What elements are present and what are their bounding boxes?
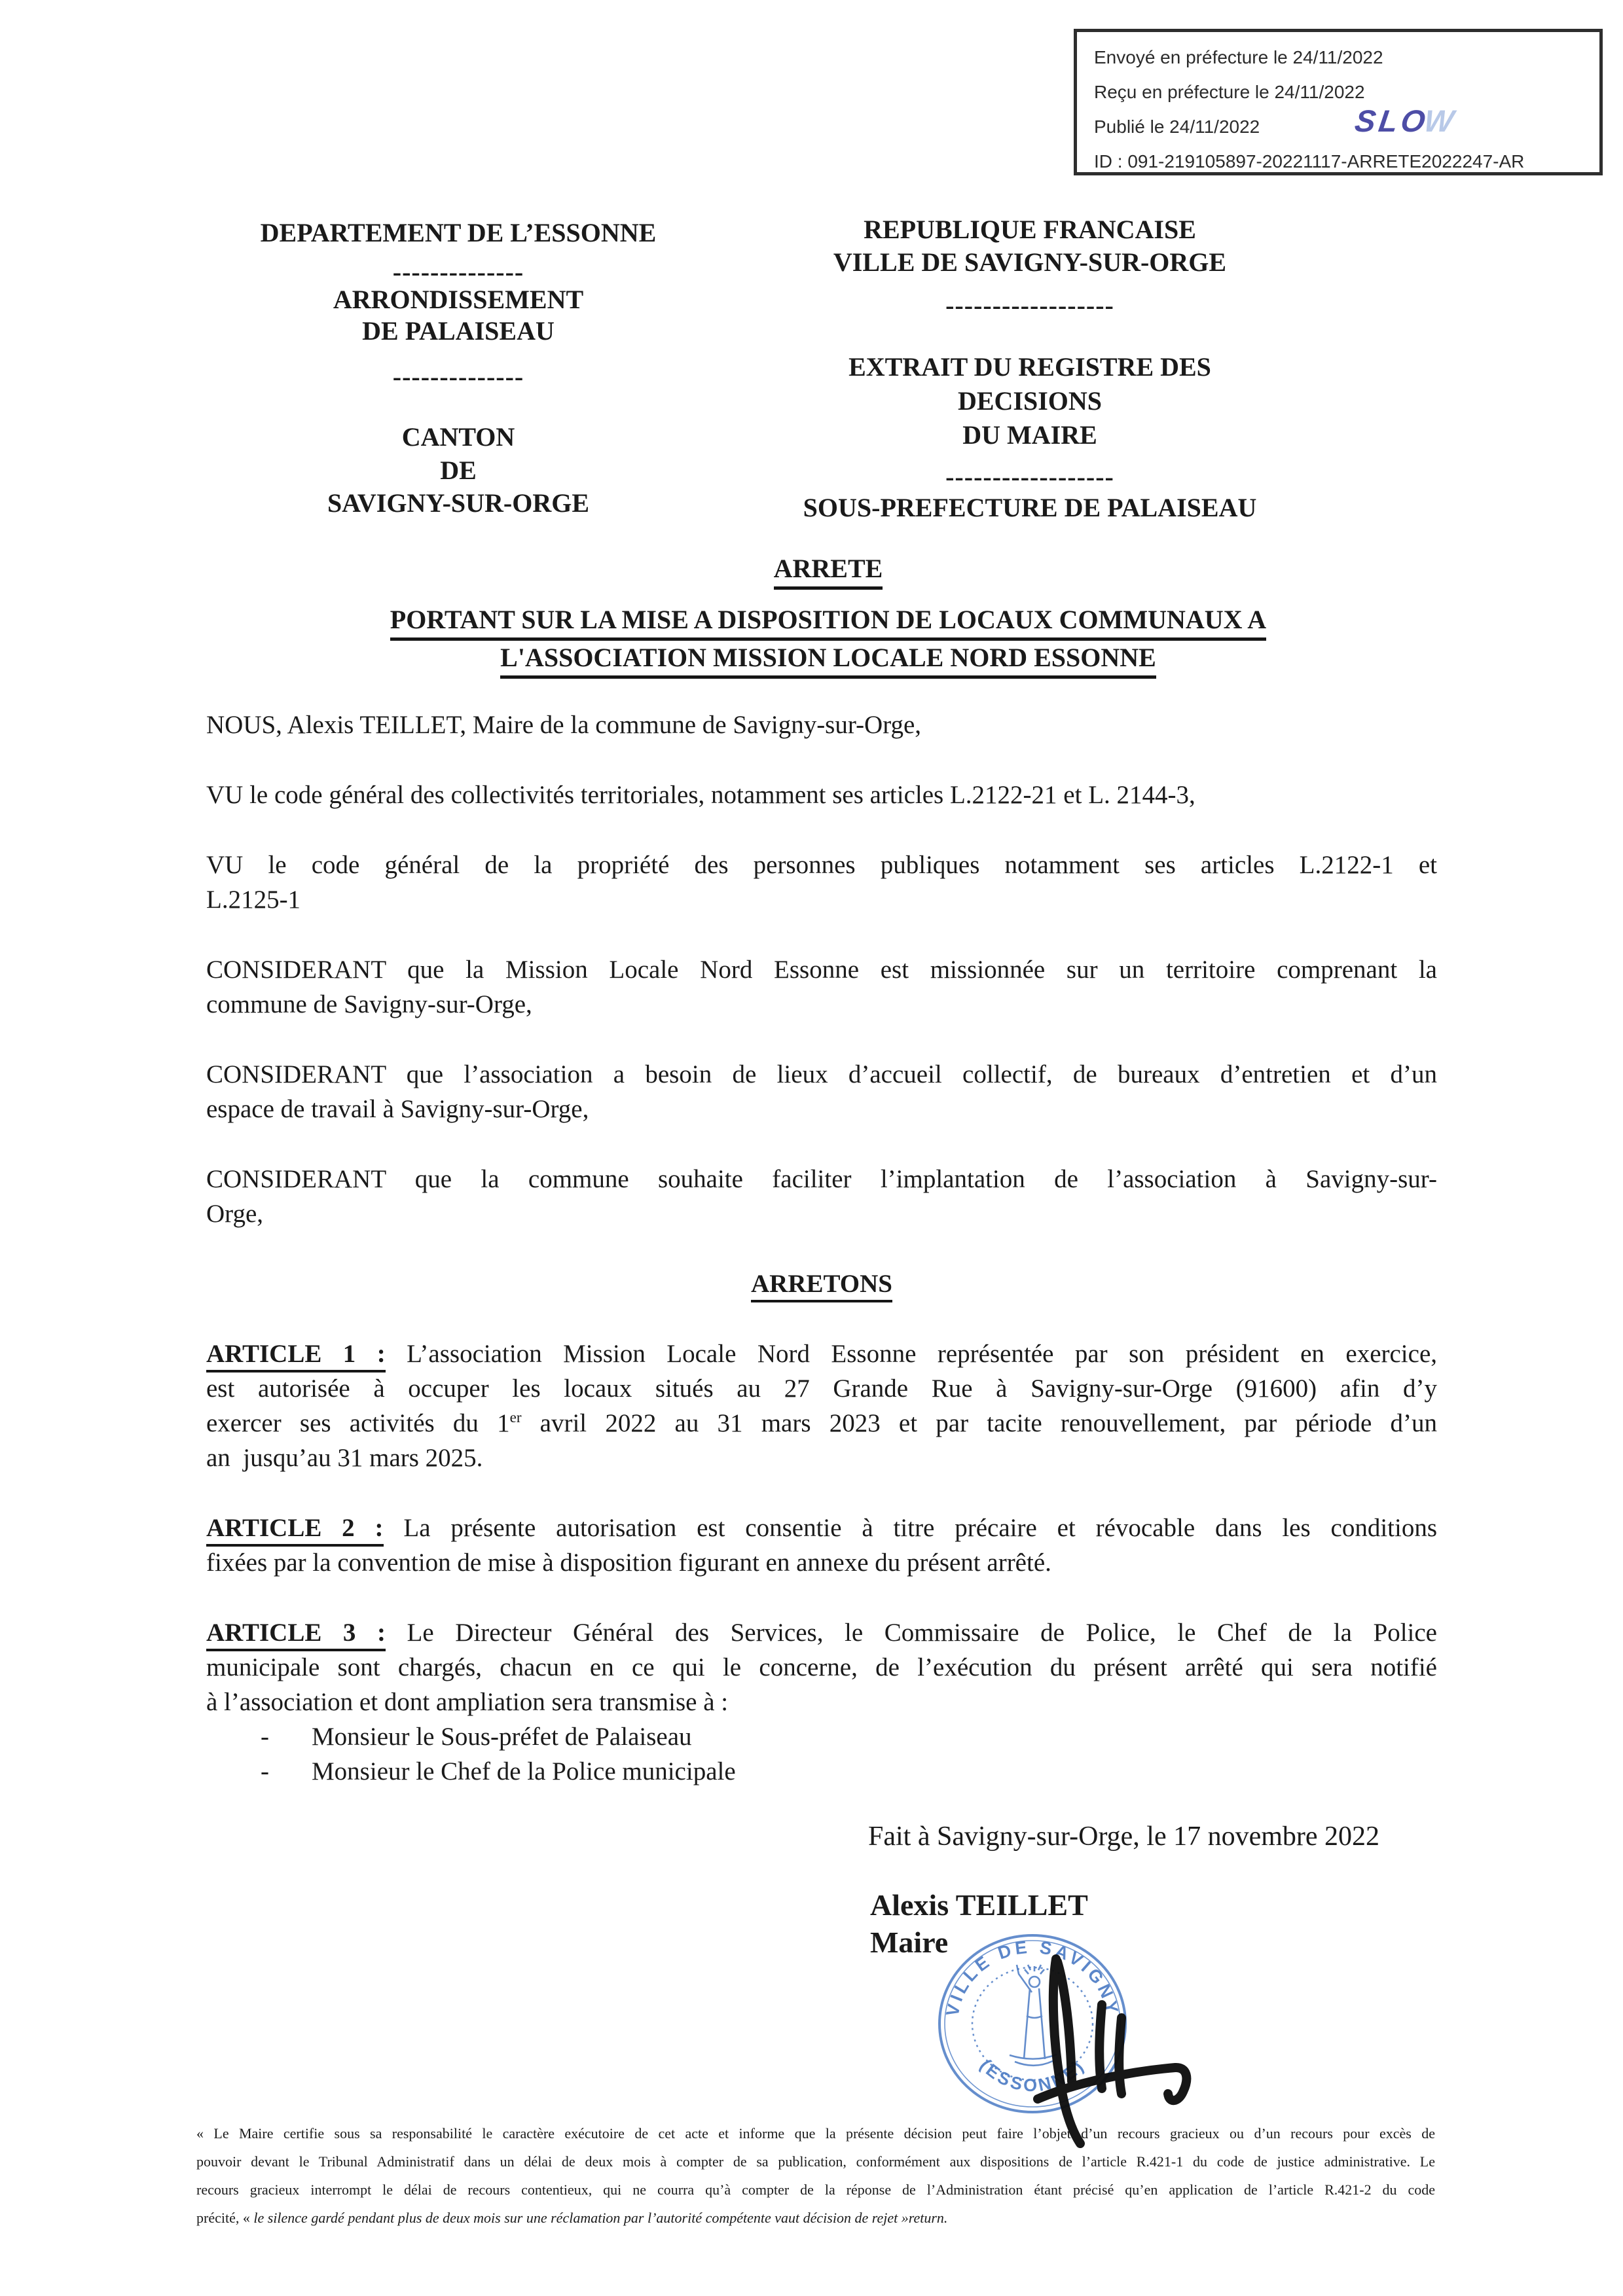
text-line (206, 848, 1437, 882)
text-line (196, 2119, 1435, 2147)
text-line (206, 778, 1437, 812)
sous-prefecture-line: SOUS-PREFECTURE DE PALAISEAU (803, 493, 1257, 522)
text-line (206, 1196, 1437, 1231)
text-segment: La présente autorisation est consentie à titre précaire et révocable dans les conditions (383, 1514, 1438, 1542)
text-line (206, 1685, 1437, 1719)
stamp-id-line: ID : 091-219105897-20221117-ARRETE2022247-AR (1094, 151, 1525, 171)
signatory-name: Alexis TEILLET (870, 1888, 1088, 1922)
text-line (206, 1162, 1437, 1196)
text-segment: avril 2022 au 31 mars 2023 et par tacite renouvellement, par période d’un (521, 1409, 1437, 1437)
text-segment: an jusqu’au 31 mars 2025. (206, 1444, 483, 1472)
text-segment: NOUS, Alexis TEILLET, Maire de la commune de Savigny-sur-Orge, (206, 711, 922, 739)
list-item-text: Monsieur le Chef de la Police municipale (312, 1757, 736, 1785)
document-title (206, 553, 1450, 673)
text-segment: VU le code général des collectivités territoriales, notamment ses articles L.2122-21 et L. 2144-3, (206, 781, 1195, 809)
department-line: DEPARTEMENT DE L’ESSONNE (260, 218, 657, 247)
text-segment: est autorisée à occuper les locaux situés au 27 Grande Rue à Savigny-sur-Orge (91600) afin d’y (206, 1374, 1437, 1403)
slow-logo-text: SLO (1353, 103, 1431, 138)
title-subject-line-2: L'ASSOCIATION MISSION LOCALE NORD ESSONNE (500, 643, 1156, 679)
article-3 (206, 1615, 1437, 1719)
visa-2 (206, 848, 1437, 917)
divider-dashes: ------------------ (945, 291, 1114, 320)
recipients (206, 1719, 1437, 1789)
list-dash: - (261, 1757, 269, 1785)
text-segment: commune de Savigny-sur-Orge, (206, 990, 532, 1018)
text-line (206, 1615, 1437, 1650)
text-line (206, 1371, 1437, 1406)
date-place-line: Fait à Savigny-sur-Orge, le 17 novembre 2022 (868, 1821, 1380, 1852)
canton-line: CANTON (401, 422, 515, 452)
text-segment: le silence gardé pendant plus de deux mois sur une réclamation par l’autorité compétente vaut décision de rejet »return. (253, 2210, 948, 2226)
article-1 (206, 1336, 1437, 1475)
intro (206, 708, 1437, 742)
list-item (206, 1754, 1437, 1789)
divider-dashes: -------------- (392, 257, 524, 287)
text-segment: er (509, 1409, 522, 1426)
text-segment: fixées par la convention de mise à disposition figurant en annexe du présent arrêté. (206, 1549, 1051, 1577)
text-line (206, 1511, 1437, 1545)
text-line (206, 1406, 1437, 1441)
text-line (206, 1441, 1437, 1475)
text-line (196, 2147, 1435, 2176)
text-line (206, 1545, 1437, 1580)
text-line (206, 1336, 1437, 1371)
text-line (206, 952, 1437, 987)
text-segment: ARTICLE 2 : (206, 1514, 384, 1547)
divider-dashes: ------------------ (945, 462, 1114, 492)
arrondissement-line: ARRONDISSEMENT (333, 285, 584, 314)
slow-logo-icon (1353, 105, 1459, 136)
decisions-line: DECISIONS (957, 386, 1103, 416)
arretons-heading (206, 1266, 1437, 1301)
extrait-line: EXTRAIT DU REGISTRE DES (848, 352, 1211, 382)
list-dash: - (261, 1723, 269, 1751)
text-segment: espace de travail à Savigny-sur-Orge, (206, 1095, 589, 1123)
signatory-role: Maire (870, 1926, 949, 1959)
divider-dashes: -------------- (392, 362, 524, 391)
text-line (206, 882, 1437, 917)
visa-1 (206, 778, 1437, 812)
text-segment: précité, « (196, 2210, 254, 2226)
text-segment: ARRETONS (751, 1270, 892, 1302)
considerant-2 (206, 1057, 1437, 1126)
text-line (196, 2176, 1435, 2204)
du-maire-line: DU MAIRE (962, 420, 1097, 450)
slow-logo-tail: W (1421, 103, 1459, 138)
text-segment: « Le Maire certifie sous sa responsabilité le caractère exécutoire de cet acte et informe que la présente décision peut faire l’objet d’un recours gracieux ou d’un recours pour excès de (196, 2125, 1435, 2142)
seal-top-text: VILLE DE SAVIGNY (942, 1937, 1123, 2018)
seal-bottom-text: (ESSONNE) (976, 2055, 1089, 2096)
text-segment: CONSIDERANT que la Mission Locale Nord Essonne est missionnée sur un territoire comprenant la (206, 956, 1437, 984)
arrondissement-line-2: DE PALAISEAU (362, 316, 555, 346)
text-segment: CONSIDERANT que la commune souhaite faciliter l’implantation de l’association à Savigny-sur- (206, 1165, 1437, 1193)
list-item-text: Monsieur le Sous-préfet de Palaiseau (312, 1723, 692, 1751)
decree-body (206, 708, 1437, 1824)
canton-line-3: SAVIGNY-SUR-ORGE (327, 488, 590, 518)
list-item (206, 1719, 1437, 1754)
text-line (206, 1057, 1437, 1092)
text-segment: pouvoir devant le Tribunal Administratif dans un délai de deux mois à compter de sa publication, conformément aux dispositions de l’article R.421-1 du code de justice administrative. Le (196, 2153, 1435, 2170)
text-segment: VU le code général de la propriété des personnes publiques notamment ses articles L.2122-1 et (206, 851, 1437, 879)
ville-line: VILLE DE SAVIGNY-SUR-ORGE (833, 247, 1227, 277)
text-segment: municipale sont chargés, chacun en ce qui le concerne, de l’exécution du présent arrêté qui sera notifié (206, 1653, 1437, 1681)
legal-footer (196, 2119, 1435, 2232)
prefecture-stamp-box (1074, 29, 1603, 175)
header-left-column (210, 208, 707, 522)
text-segment: CONSIDERANT que l’association a besoin de lieux d’accueil collectif, de bureaux d’entretien et d’un (206, 1060, 1437, 1088)
text-segment: L’association Mission Locale Nord Essonne représentée par son président en exercice, (385, 1340, 1438, 1368)
text-segment: ARTICLE 1 : (206, 1340, 386, 1372)
text-segment: exercer ses activités du 1 (206, 1409, 510, 1437)
title-subject-line-1: PORTANT SUR LA MISE A DISPOSITION DE LOCAUX COMMUNAUX A (390, 605, 1266, 641)
text-line (206, 708, 1437, 742)
stamp-sent-line: Envoyé en préfecture le 24/11/2022 (1094, 47, 1383, 67)
stamp-received-line: Reçu en préfecture le 24/11/2022 (1094, 82, 1365, 102)
text-line (206, 1650, 1437, 1685)
title-arrete: ARRETE (774, 554, 883, 590)
text-segment: Orge, (206, 1200, 264, 1228)
text-line (206, 1266, 1437, 1301)
article-2 (206, 1511, 1437, 1580)
text-segment: recours gracieux interrompt le délai de recours contentieux, qui ne courra qu’à compter de la réponse de l’Administration étant précisé qu’en application de l’article R.421-2 du code (196, 2181, 1435, 2198)
considerant-3 (206, 1162, 1437, 1231)
text-line (206, 1092, 1437, 1126)
text-segment: ARTICLE 3 : (206, 1619, 386, 1651)
text-segment: à l’association et dont ampliation sera transmise à : (206, 1688, 729, 1716)
considerant-1 (206, 952, 1437, 1022)
text-segment: Le Directeur Général des Services, le Commissaire de Police, le Chef de la Police (385, 1619, 1437, 1647)
text-line (206, 987, 1437, 1022)
text-line (196, 2204, 1435, 2232)
text-segment: L.2125-1 (206, 886, 301, 914)
stamp-published-line: Publié le 24/11/2022 (1094, 117, 1260, 137)
header-right-column (766, 208, 1294, 522)
canton-line-2: DE (440, 456, 477, 485)
republique-line: REPUBLIQUE FRANCAISE (864, 215, 1196, 244)
